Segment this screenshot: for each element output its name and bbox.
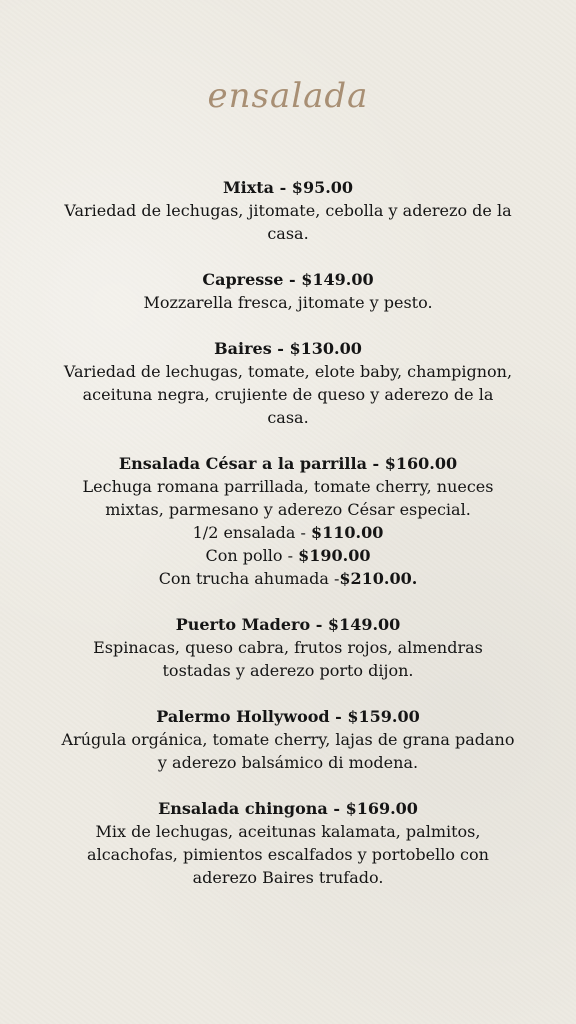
menu-item-ensalada-chingona	[60, 797, 516, 889]
menu-item-mixta	[60, 176, 516, 245]
menu-item-cesar	[60, 452, 516, 590]
item-option	[60, 544, 516, 567]
menu-item-puerto-madero	[60, 613, 516, 682]
item-description: Arúgula orgánica, tomate cherry, lajas de grana padano y aderezo balsámico di modena.	[61, 730, 515, 772]
item-title: Baires - $130.00	[214, 339, 362, 358]
item-description: Lechuga romana parrillada, tomate cherry, nueces mixtas, parmesano y aderezo César especial.	[82, 477, 494, 519]
item-option	[60, 521, 516, 544]
item-description: Variedad de lechugas, tomate, elote baby, champignon, aceituna negra, crujiente de queso y aderezo de la casa.	[63, 362, 513, 427]
option-label: Con trucha ahumada -	[158, 569, 340, 588]
item-description: Variedad de lechugas, jitomate, cebolla y aderezo de la casa.	[64, 201, 512, 243]
item-title: Palermo Hollywood - $159.00	[156, 707, 420, 726]
item-title: Ensalada César a la parrilla - $160.00	[118, 454, 458, 473]
section-title: ensalada	[207, 76, 369, 116]
menu-item-palermo-hollywood	[60, 705, 516, 774]
item-title: Mixta - $95.00	[222, 178, 354, 197]
option-price: $110.00	[311, 523, 384, 542]
option-label: 1/2 ensalada -	[192, 523, 311, 542]
item-description: Mozzarella fresca, jitomate y pesto.	[143, 293, 433, 312]
item-description: Mix de lechugas, aceitunas kalamata, palmitos, alcachofas, pimientos escalfados y portobello con aderezo Baires trufado.	[87, 822, 489, 887]
item-title: Puerto Madero - $149.00	[175, 615, 401, 634]
menu-list	[60, 176, 516, 912]
option-label: Con pollo -	[205, 546, 299, 565]
item-description: Espinacas, queso cabra, frutos rojos, almendras tostadas y aderezo porto dijon.	[93, 638, 483, 680]
item-option	[60, 567, 516, 590]
item-title: Capresse - $149.00	[202, 270, 374, 289]
option-price: $190.00	[298, 546, 371, 565]
menu-item-baires	[60, 337, 516, 429]
item-title: Ensalada chingona - $169.00	[158, 799, 418, 818]
option-price: $210.00.	[339, 569, 418, 588]
menu-item-capresse	[60, 268, 516, 314]
